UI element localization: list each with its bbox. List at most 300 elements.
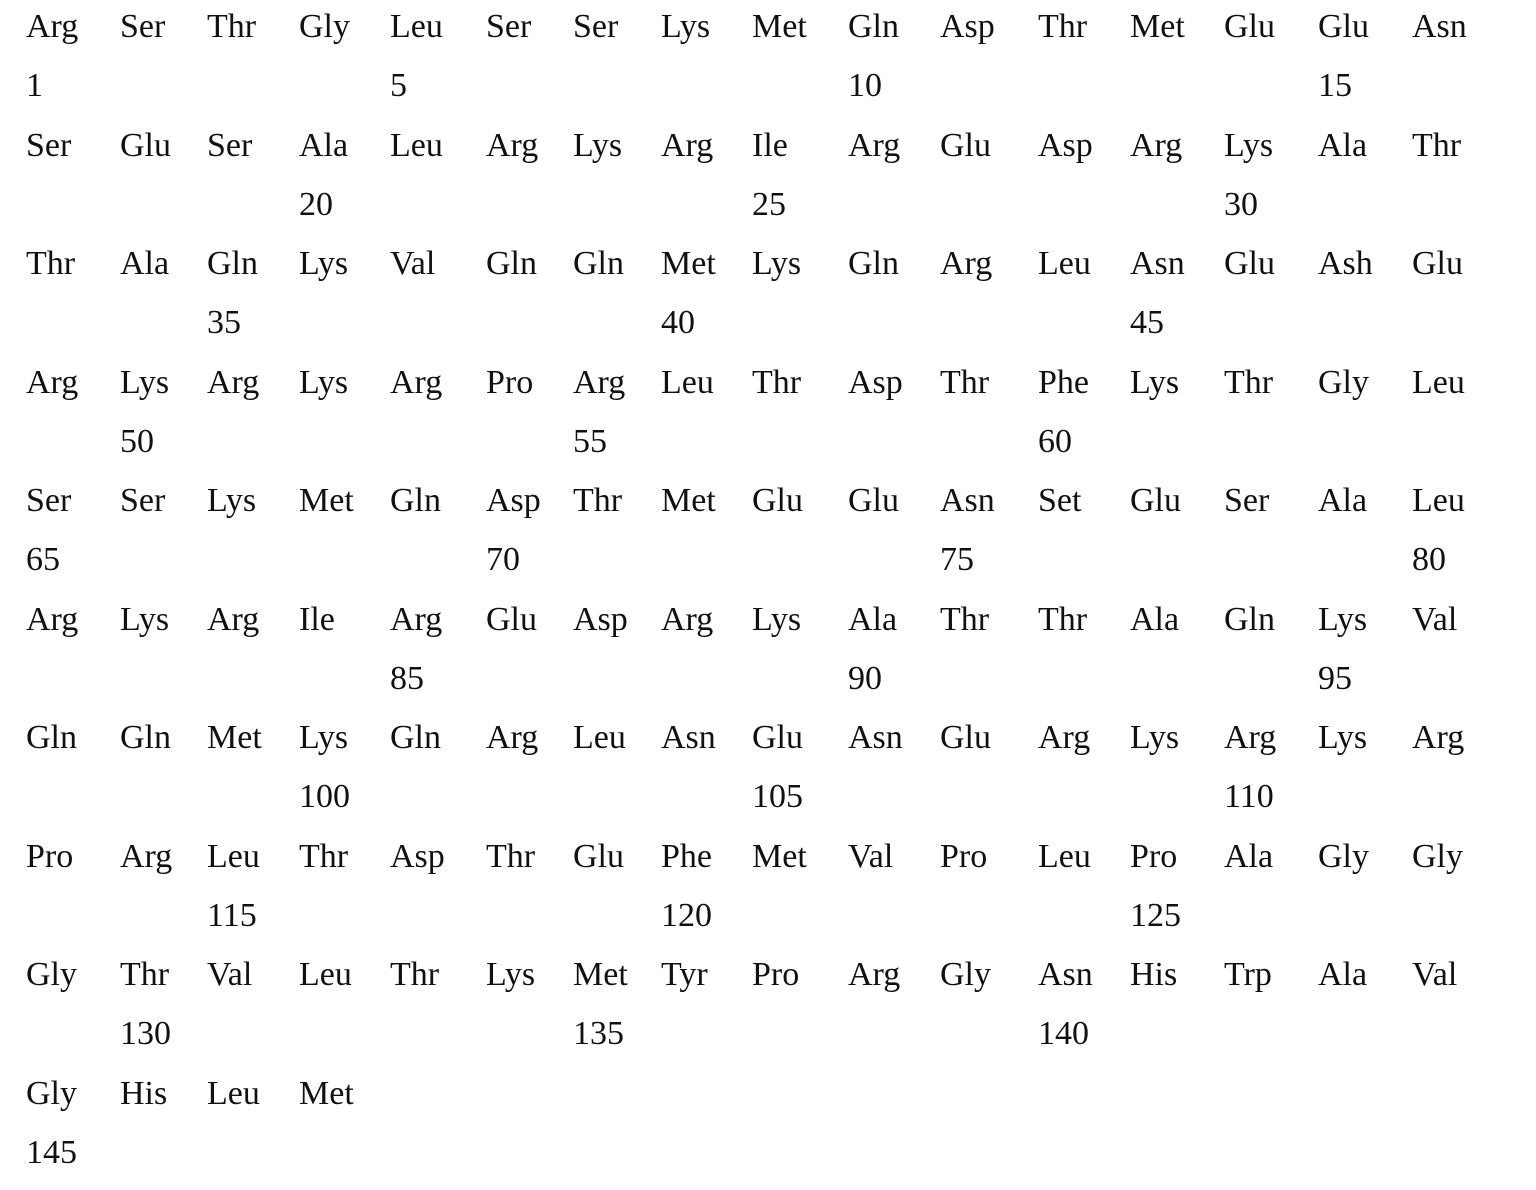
- residue-name: Gln: [486, 245, 537, 282]
- residue-name: Lys: [299, 363, 349, 401]
- residue-name: Leu: [390, 8, 443, 45]
- residue-cell: [1412, 356, 1504, 474]
- residue-name: Thr: [1224, 363, 1274, 401]
- residue-name: Arg: [390, 600, 443, 638]
- residue-name: Pro: [752, 956, 800, 993]
- residue-name: Lys: [299, 719, 349, 756]
- residue-number: 60: [1038, 422, 1072, 460]
- sequence-row: [26, 948, 1516, 1067]
- residue-cell: [940, 0, 1032, 118]
- residue-cell: [120, 356, 212, 474]
- residue-cell: [1224, 237, 1316, 355]
- residue-name: Met: [661, 482, 716, 519]
- residue-name: Glu: [1318, 8, 1369, 45]
- residue-name: Arg: [26, 363, 79, 401]
- residue-name: Glu: [940, 126, 991, 164]
- residue-name: Met: [207, 719, 262, 756]
- residue-cell: [390, 0, 482, 118]
- residue-name: Ser: [120, 482, 166, 519]
- residue-number: 40: [661, 304, 695, 341]
- residue-name: Arg: [1038, 719, 1091, 756]
- residue-number: 25: [752, 185, 786, 223]
- residue-number: 130: [120, 1015, 171, 1052]
- residue-name: Ala: [1224, 837, 1274, 875]
- residue-name: Ser: [26, 126, 72, 164]
- residue-name: Ala: [299, 126, 349, 164]
- residue-name: Asn: [940, 482, 995, 519]
- residue-name: Thr: [26, 245, 76, 282]
- residue-cell: [1412, 711, 1504, 829]
- residue-name: Val: [390, 245, 436, 282]
- residue-name: Gly: [1318, 837, 1369, 875]
- residue-cell: [1224, 0, 1316, 118]
- residue-name: Gln: [26, 719, 77, 756]
- residue-cell: [752, 356, 844, 474]
- residue-name: Ser: [573, 8, 619, 45]
- residue-cell: [1318, 0, 1410, 118]
- residue-name: Asp: [390, 837, 445, 875]
- residue-cell: [848, 711, 940, 829]
- residue-number: 135: [573, 1015, 624, 1052]
- residue-cell: [486, 356, 578, 474]
- residue-name: Ala: [120, 245, 170, 282]
- residue-cell: [390, 119, 482, 237]
- residue-number: 110: [1224, 778, 1274, 815]
- residue-cell: [207, 711, 299, 829]
- residue-name: Val: [1412, 956, 1458, 993]
- residue-cell: [573, 119, 665, 237]
- residue-name: Gly: [26, 1074, 77, 1112]
- residue-cell: [752, 474, 844, 592]
- residue-cell: [1318, 593, 1410, 711]
- residue-cell: [661, 474, 753, 592]
- residue-cell: [26, 119, 118, 237]
- residue-name: Arg: [848, 956, 901, 993]
- residue-cell: [848, 830, 940, 948]
- residue-number: 145: [26, 1133, 77, 1171]
- residue-cell: [26, 474, 118, 592]
- residue-cell: [940, 711, 1032, 829]
- residue-name: Leu: [573, 719, 626, 756]
- residue-name: Leu: [299, 956, 352, 993]
- residue-name: Thr: [120, 956, 170, 993]
- residue-name: Gln: [120, 719, 171, 756]
- residue-name: Arg: [848, 126, 901, 164]
- residue-cell: [1038, 0, 1130, 118]
- residue-cell: [1412, 119, 1504, 237]
- residue-name: Thr: [1412, 126, 1462, 164]
- residue-cell: [26, 593, 118, 711]
- residue-cell: [1130, 237, 1222, 355]
- residue-cell: [661, 593, 753, 711]
- residue-name: Arg: [486, 719, 539, 756]
- residue-cell: [1038, 711, 1130, 829]
- residue-name: Gln: [848, 245, 899, 282]
- residue-cell: [207, 830, 299, 948]
- residue-name: Thr: [390, 956, 440, 993]
- sequence-row: [26, 356, 1516, 475]
- residue-name: Asp: [573, 600, 628, 638]
- residue-cell: [1130, 474, 1222, 592]
- residue-cell: [1224, 711, 1316, 829]
- residue-name: Glu: [752, 482, 803, 519]
- residue-number: 35: [207, 304, 241, 341]
- residue-name: Phe: [661, 837, 712, 875]
- residue-name: Glu: [486, 600, 537, 638]
- residue-cell: [390, 711, 482, 829]
- residue-cell: [1130, 948, 1222, 1066]
- residue-number: 20: [299, 185, 333, 223]
- residue-cell: [1412, 948, 1504, 1066]
- residue-name: His: [120, 1074, 168, 1112]
- residue-name: Gly: [940, 956, 991, 993]
- residue-name: Asn: [848, 719, 903, 756]
- residue-number: 100: [299, 778, 350, 815]
- residue-cell: [299, 356, 391, 474]
- residue-name: Arg: [207, 600, 260, 638]
- residue-number: 65: [26, 541, 60, 578]
- residue-name: Met: [299, 1074, 354, 1112]
- residue-name: Gln: [390, 482, 441, 519]
- residue-cell: [207, 237, 299, 355]
- residue-cell: [573, 593, 665, 711]
- residue-cell: [940, 237, 1032, 355]
- sequence-row: [26, 593, 1516, 712]
- residue-name: Arg: [26, 600, 79, 638]
- residue-name: Ile: [299, 600, 335, 638]
- residue-cell: [573, 711, 665, 829]
- residue-cell: [1318, 119, 1410, 237]
- residue-cell: [1130, 0, 1222, 118]
- sequence-row: [26, 711, 1516, 830]
- residue-cell: [940, 356, 1032, 474]
- residue-cell: [207, 948, 299, 1066]
- residue-cell: [390, 474, 482, 592]
- residue-name: Gly: [1412, 837, 1463, 875]
- residue-name: Thr: [573, 482, 623, 519]
- residue-name: Thr: [1038, 8, 1088, 45]
- residue-number: 85: [390, 659, 424, 697]
- residue-name: Leu: [1412, 482, 1465, 519]
- residue-cell: [120, 1067, 212, 1185]
- residue-cell: [26, 711, 118, 829]
- residue-name: Lys: [120, 363, 170, 401]
- residue-name: Arg: [940, 245, 993, 282]
- residue-cell: [390, 830, 482, 948]
- residue-cell: [848, 0, 940, 118]
- sequence-row: [26, 119, 1516, 238]
- residue-cell: [1038, 830, 1130, 948]
- residue-number: 115: [207, 896, 257, 934]
- residue-name: Leu: [1412, 363, 1465, 401]
- residue-name: Met: [1130, 8, 1185, 45]
- residue-name: Asn: [1038, 956, 1093, 993]
- residue-name: Pro: [26, 837, 74, 875]
- residue-name: Arg: [120, 837, 173, 875]
- residue-name: Asp: [486, 482, 541, 519]
- residue-name: Val: [848, 837, 894, 875]
- residue-name: Gln: [207, 245, 258, 282]
- residue-cell: [299, 830, 391, 948]
- residue-name: Glu: [1412, 245, 1463, 282]
- residue-cell: [752, 0, 844, 118]
- residue-name: Trp: [1224, 956, 1272, 993]
- residue-name: Lys: [752, 600, 802, 638]
- residue-name: Val: [207, 956, 253, 993]
- residue-name: Ala: [848, 600, 898, 638]
- sequence-row: [26, 1067, 1516, 1186]
- residue-name: Glu: [1224, 8, 1275, 45]
- residue-name: Gly: [1318, 363, 1369, 401]
- residue-cell: [486, 948, 578, 1066]
- residue-cell: [1038, 593, 1130, 711]
- residue-cell: [207, 1067, 299, 1185]
- residue-cell: [299, 593, 391, 711]
- residue-number: 80: [1412, 541, 1446, 578]
- residue-name: Asn: [661, 719, 716, 756]
- residue-name: Arg: [390, 363, 443, 401]
- residue-cell: [299, 237, 391, 355]
- residue-name: Met: [299, 482, 354, 519]
- residue-number: 90: [848, 659, 882, 697]
- residue-name: Lys: [120, 600, 170, 638]
- residue-name: Lys: [486, 956, 536, 993]
- residue-cell: [573, 356, 665, 474]
- residue-number: 70: [486, 541, 520, 578]
- residue-cell: [848, 593, 940, 711]
- residue-cell: [207, 119, 299, 237]
- residue-name: Arg: [1412, 719, 1465, 756]
- residue-cell: [848, 356, 940, 474]
- residue-cell: [299, 119, 391, 237]
- residue-name: Ile: [752, 126, 788, 164]
- residue-cell: [1224, 119, 1316, 237]
- residue-number: 140: [1038, 1015, 1089, 1052]
- residue-cell: [299, 0, 391, 118]
- residue-cell: [299, 1067, 391, 1185]
- residue-cell: [299, 474, 391, 592]
- residue-cell: [940, 948, 1032, 1066]
- residue-cell: [120, 474, 212, 592]
- residue-cell: [1412, 0, 1504, 118]
- residue-name: Lys: [1318, 600, 1368, 638]
- residue-cell: [26, 0, 118, 118]
- sequence-row: [26, 0, 1516, 119]
- residue-name: Thr: [486, 837, 536, 875]
- residue-cell: [848, 474, 940, 592]
- residue-name: Tyr: [661, 956, 708, 993]
- residue-cell: [1224, 948, 1316, 1066]
- residue-cell: [390, 593, 482, 711]
- residue-cell: [120, 119, 212, 237]
- amino-acid-sequence: [26, 0, 1516, 1185]
- residue-cell: [207, 593, 299, 711]
- residue-name: Glu: [1224, 245, 1275, 282]
- residue-name: Gly: [26, 956, 77, 993]
- residue-name: Gly: [299, 8, 350, 45]
- residue-cell: [752, 237, 844, 355]
- residue-name: Thr: [1038, 600, 1088, 638]
- residue-cell: [661, 948, 753, 1066]
- residue-cell: [661, 830, 753, 948]
- residue-cell: [752, 711, 844, 829]
- residue-name: Ser: [1224, 482, 1270, 519]
- residue-number: 75: [940, 541, 974, 578]
- sequence-row: [26, 830, 1516, 949]
- residue-name: Gln: [848, 8, 899, 45]
- residue-name: Leu: [207, 837, 260, 875]
- residue-name: Glu: [940, 719, 991, 756]
- residue-cell: [486, 119, 578, 237]
- residue-name: Gln: [573, 245, 624, 282]
- residue-cell: [120, 237, 212, 355]
- residue-cell: [26, 237, 118, 355]
- residue-name: Lys: [573, 126, 623, 164]
- residue-name: Thr: [940, 600, 990, 638]
- residue-name: Phe: [1038, 363, 1089, 401]
- residue-name: Arg: [661, 600, 714, 638]
- residue-cell: [486, 237, 578, 355]
- residue-number: 45: [1130, 304, 1164, 341]
- residue-name: Pro: [1130, 837, 1178, 875]
- residue-cell: [1038, 474, 1130, 592]
- residue-cell: [573, 474, 665, 592]
- sequence-row: [26, 237, 1516, 356]
- residue-name: Lys: [1224, 126, 1274, 164]
- residue-number: 95: [1318, 659, 1352, 697]
- residue-cell: [661, 237, 753, 355]
- residue-cell: [1412, 237, 1504, 355]
- residue-name: Asp: [848, 363, 903, 401]
- residue-name: Leu: [390, 126, 443, 164]
- residue-cell: [848, 237, 940, 355]
- residue-name: Leu: [207, 1074, 260, 1112]
- residue-name: Thr: [299, 837, 349, 875]
- residue-name: Lys: [207, 482, 257, 519]
- residue-cell: [486, 711, 578, 829]
- residue-cell: [390, 356, 482, 474]
- residue-name: Glu: [573, 837, 624, 875]
- residue-number: 30: [1224, 185, 1258, 223]
- residue-name: Ser: [120, 8, 166, 45]
- residue-cell: [26, 1067, 118, 1185]
- residue-name: Leu: [1038, 245, 1091, 282]
- residue-number: 15: [1318, 67, 1352, 104]
- residue-name: Glu: [120, 126, 171, 164]
- residue-cell: [1038, 356, 1130, 474]
- residue-name: Arg: [1130, 126, 1183, 164]
- residue-name: Lys: [299, 245, 349, 282]
- residue-name: Glu: [848, 482, 899, 519]
- residue-cell: [573, 948, 665, 1066]
- residue-cell: [1224, 593, 1316, 711]
- residue-cell: [390, 237, 482, 355]
- residue-name: Asp: [1038, 126, 1093, 164]
- residue-cell: [26, 356, 118, 474]
- residue-name: Ala: [1130, 600, 1180, 638]
- residue-number: 1: [26, 67, 43, 104]
- residue-cell: [1412, 474, 1504, 592]
- residue-cell: [207, 474, 299, 592]
- residue-name: Lys: [1130, 719, 1180, 756]
- residue-name: Met: [573, 956, 628, 993]
- residue-cell: [1318, 948, 1410, 1066]
- residue-cell: [1130, 356, 1222, 474]
- residue-cell: [486, 474, 578, 592]
- residue-cell: [940, 119, 1032, 237]
- residue-name: Arg: [661, 126, 714, 164]
- residue-cell: [1224, 830, 1316, 948]
- residue-cell: [1224, 356, 1316, 474]
- residue-name: Arg: [26, 8, 79, 45]
- residue-name: Ash: [1318, 245, 1373, 282]
- residue-name: Set: [1038, 482, 1082, 519]
- residue-cell: [120, 948, 212, 1066]
- residue-name: Pro: [486, 363, 534, 401]
- residue-cell: [661, 119, 753, 237]
- residue-cell: [26, 948, 118, 1066]
- residue-name: Glu: [752, 719, 803, 756]
- residue-cell: [573, 0, 665, 118]
- residue-number: 55: [573, 422, 607, 460]
- residue-name: Gln: [1224, 600, 1275, 638]
- residue-cell: [1130, 593, 1222, 711]
- residue-cell: [573, 830, 665, 948]
- residue-name: Lys: [752, 245, 802, 282]
- residue-name: Arg: [486, 126, 539, 164]
- residue-cell: [1038, 948, 1130, 1066]
- residue-cell: [1130, 830, 1222, 948]
- residue-cell: [120, 593, 212, 711]
- residue-name: Asp: [940, 8, 995, 45]
- residue-name: His: [1130, 956, 1178, 993]
- residue-cell: [1318, 711, 1410, 829]
- residue-cell: [1038, 237, 1130, 355]
- residue-cell: [1038, 119, 1130, 237]
- residue-name: Arg: [573, 363, 626, 401]
- sequence-row: [26, 474, 1516, 593]
- residue-cell: [661, 356, 753, 474]
- residue-cell: [848, 119, 940, 237]
- residue-number: 10: [848, 67, 882, 104]
- residue-number: 125: [1130, 896, 1181, 934]
- residue-name: Arg: [207, 363, 260, 401]
- residue-cell: [1318, 237, 1410, 355]
- residue-cell: [1412, 593, 1504, 711]
- residue-name: Met: [752, 8, 807, 45]
- residue-cell: [1130, 119, 1222, 237]
- residue-cell: [661, 0, 753, 118]
- residue-name: Ser: [486, 8, 532, 45]
- residue-name: Ser: [207, 126, 253, 164]
- residue-cell: [120, 0, 212, 118]
- residue-name: Val: [1412, 600, 1458, 638]
- residue-name: Arg: [1224, 719, 1277, 756]
- residue-name: Glu: [1130, 482, 1181, 519]
- residue-cell: [752, 948, 844, 1066]
- residue-name: Gln: [390, 719, 441, 756]
- residue-name: Pro: [940, 837, 988, 875]
- residue-cell: [390, 948, 482, 1066]
- residue-cell: [1412, 830, 1504, 948]
- residue-cell: [661, 711, 753, 829]
- residue-cell: [940, 830, 1032, 948]
- residue-cell: [940, 474, 1032, 592]
- residue-cell: [1318, 830, 1410, 948]
- residue-cell: [207, 0, 299, 118]
- residue-number: 5: [390, 67, 407, 104]
- residue-cell: [486, 593, 578, 711]
